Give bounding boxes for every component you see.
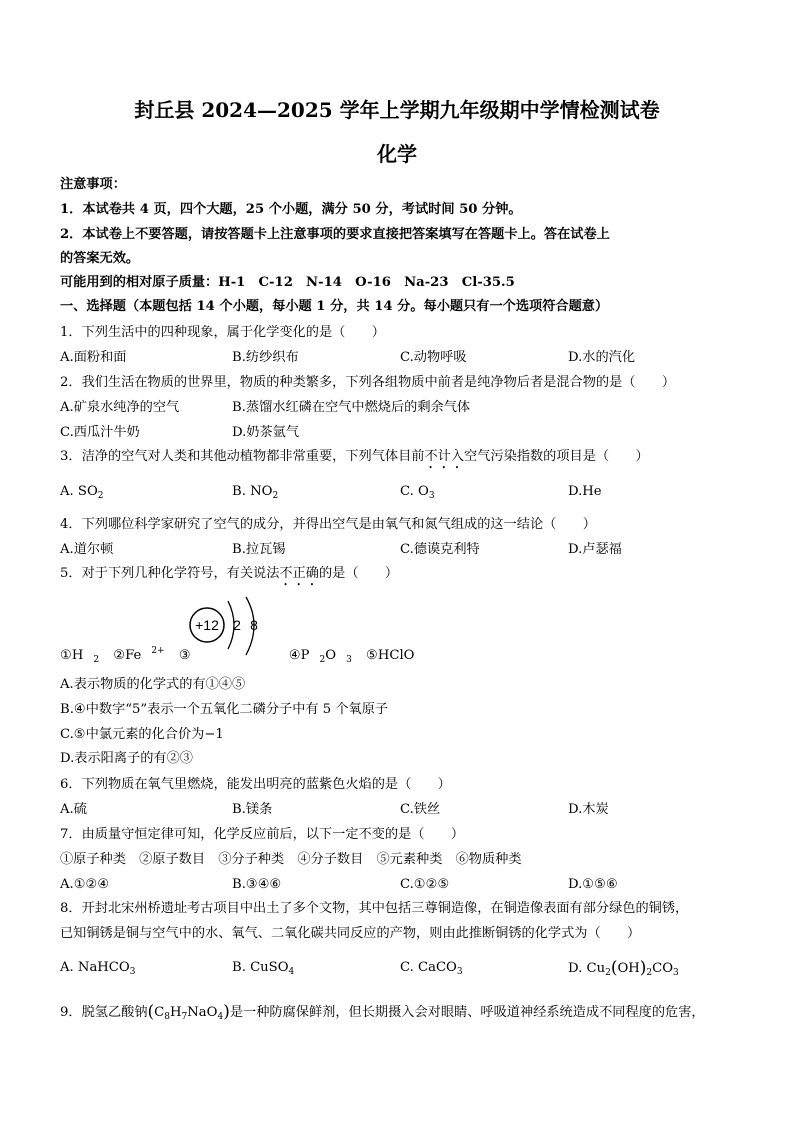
q8-option-d-sub3: 3: [673, 968, 679, 978]
q7-option-d: D.①⑤⑥: [568, 877, 618, 892]
shell-2-electrons: 8: [250, 617, 258, 633]
q5-formula-1-text: ①H: [60, 648, 84, 663]
q5-formula-3: ③: [178, 648, 191, 663]
q4-options: [60, 541, 740, 559]
q4-option-a: A.道尔顿: [60, 542, 114, 557]
q9-formula-h-sub: 7: [181, 1012, 188, 1022]
shell-1-electrons: 2: [233, 617, 241, 633]
q8-option-c: [400, 959, 463, 981]
q1-option-b: B.纺纱织布: [232, 350, 299, 365]
q1-stem: 1．下列生活中的四种现象，属于化学变化的是（ ）: [60, 325, 385, 340]
q9-formula-c: C: [154, 1005, 165, 1020]
q5-formula-4-sub2: 3: [346, 655, 352, 665]
q8-option-b-sub: 4: [288, 967, 295, 977]
q9-formula-nao-sub: 4: [217, 1012, 224, 1022]
q8-option-b-text: B. CuSO: [232, 960, 289, 975]
q8-option-d-sub2: 2: [646, 968, 653, 978]
q8-option-a-text: A. NaHCO: [60, 960, 130, 975]
q5-formula-4: [289, 648, 352, 663]
q3-options: [60, 483, 740, 501]
q3-option-a-sub: 2: [97, 491, 104, 501]
note-3: 的答案无效。: [60, 251, 140, 266]
q5-stem-pre: 5．对于下列几种化学符号，有关说法: [60, 566, 280, 581]
q7-options: [60, 876, 740, 894]
q5-stem: [60, 565, 398, 589]
atomic-masses: 可能用到的相对原子质量：H-1 C-12 N-14 O-16 Na-23 Cl-35.5: [60, 275, 515, 290]
q3-option-b-sub: 2: [272, 491, 279, 501]
q5-stem-emphasis: 不正确: [279, 566, 319, 581]
q7-stem: 7．由质量守恒定律可知，化学反应前后，以下一定不变的是（ ）: [60, 827, 465, 842]
q8-option-a: [60, 959, 135, 981]
q7-option-b: B.③④⑥: [232, 877, 282, 892]
q3-option-c-sub: 3: [428, 491, 435, 501]
q6-option-c: C.铁丝: [400, 802, 441, 817]
q5-option-d: D.表示阳离子的有②③: [60, 751, 193, 766]
q6-option-a: A.硫: [60, 802, 87, 817]
q7-option-c: C.①②⑤: [400, 877, 450, 892]
q3-option-a-text: A. SO: [60, 484, 98, 499]
q6-stem: 6．下列物质在氧气里燃烧，能发出明亮的蓝紫色火焰的是（ ）: [60, 777, 451, 792]
q9-stem: 9．脱氢乙酸钠$(C_8H_7NaO_4)$是一种防腐保鲜剂，但长期摄入会对眼睛、呼吸道神经系统造成不同程度的危害，: [60, 1002, 705, 1022]
q5-formula-2: [113, 648, 164, 663]
q7-option-a: A.①②④: [60, 877, 110, 892]
q5-formula-1: [60, 648, 99, 663]
q2-stem: 2．我们生活在物质的世界里，物质的种类繁多，下列各组物质中前者是纯净物后者是混合物的是（ ）: [60, 375, 676, 390]
q9-stem-post: 是一种防腐保鲜剂，但长期摄入会对眼睛、呼吸道神经系统造成不同程度的危害，: [229, 1005, 705, 1020]
q3-stem-pre: 3．洁净的空气对人类和其他动植物都非常重要，下列气体目前: [60, 449, 425, 464]
q9-formula-c-sub: 8: [164, 1012, 170, 1022]
q3-option-d: D.He: [568, 484, 602, 499]
q3-option-c-text: C. O: [400, 484, 429, 499]
q8-option-c-sub: 3: [456, 967, 463, 977]
q3-stem-emphasis: 不计入: [424, 449, 465, 464]
q3-option-b: [232, 483, 278, 505]
q4-option-c: C.德谟克利特: [400, 542, 480, 557]
q2-option-a: A.矿泉水纯净的空气: [60, 400, 180, 415]
q1-option-c: C.动物呼吸: [400, 350, 467, 365]
exam-title: 封丘县 2024—2025 学年上学期九年级期中学情检测试卷: [134, 98, 660, 122]
q1-option-a: A.面粉和面: [60, 350, 127, 365]
q5-stem-post: 的是（ ）: [318, 566, 399, 581]
q4-stem: 4．下列哪位科学家研究了空气的成分，并得出空气是由氧气和氮气组成的这一结论（ ）: [60, 517, 596, 532]
q5-formula-4-o: O: [325, 648, 337, 663]
q2-options-row2: [60, 424, 740, 442]
q2-option-d: D.奶茶氩气: [232, 425, 300, 440]
q6-option-b: B.镁条: [232, 802, 273, 817]
notes-heading: 注意事项：: [60, 177, 126, 192]
q2-option-b: B.蒸馏水红磷在空气中燃烧后的剩余气体: [232, 400, 471, 415]
q3-option-c: [400, 483, 435, 505]
section-heading: 一、选择题（本题包括 14 个小题，每小题 1 分，共 14 分。每小题只有一个选项符合题意）: [60, 299, 609, 314]
q6-options: [60, 801, 740, 819]
q9-stem-pre: 9．脱氢乙酸钠: [60, 1005, 148, 1020]
q9-formula-nao: NaO: [187, 1005, 218, 1020]
q8-stem-line2: 已知铜锈是铜与空气中的水、氧气、二氧化碳共同反应的产物，则由此推断铜锈的化学式为（ ）: [60, 926, 641, 941]
q8-options: [60, 959, 740, 977]
q8-option-d-cu: D. Cu: [568, 961, 606, 976]
q7-items: ①原子种类 ②原子数目 ③分子种类 ④分子数目 ⑤元素种类 ⑥物质种类: [60, 852, 522, 867]
q5-option-c: C.⑤中氯元素的化合价为−1: [60, 727, 224, 742]
q1-option-d: D.水的汽化: [568, 350, 636, 365]
q2-options-row1: [60, 399, 740, 417]
q8-stem-line1: 8．开封北宋州桥遗址考古项目中出土了多个文物，其中包括三尊铜造像，在铜造像表面有部分绿色的铜锈，: [60, 901, 689, 916]
q5-formula-1-sub: 2: [93, 655, 100, 665]
q3-option-a: [60, 483, 104, 505]
q6-option-d: D.木炭: [568, 802, 609, 817]
q5-formula-2-text: ②Fe: [113, 648, 142, 663]
subject-title: 化学: [377, 142, 417, 166]
q8-option-c-text: C. CaCO: [400, 960, 457, 975]
q9-formula-h: H: [169, 1005, 182, 1020]
note-2: 2．本试卷上不要答题，请按答题卡上注意事项的要求直接把答案填写在答题卡上。答在试卷上: [60, 227, 610, 242]
q8-option-b: [232, 959, 294, 981]
q5-formula-5: ⑤HClO: [366, 648, 415, 663]
nucleus-charge: +12: [195, 617, 219, 633]
q3-stem-post: 空气污染指数的项目是（ ）: [464, 449, 649, 464]
q4-option-b: B.拉瓦锡: [232, 542, 286, 557]
q2-option-c: C.西瓜汁牛奶: [60, 425, 140, 440]
q8-option-d-oh: OH: [617, 961, 640, 976]
q5-formulas: [60, 646, 424, 665]
q5-formula-4-sub1: 2: [319, 655, 326, 665]
q4-option-d: D.卢瑟福: [568, 542, 622, 557]
q8-option-d-sub1: 2: [605, 968, 611, 978]
q3-option-b-text: B. NO: [232, 484, 273, 499]
q8-option-a-sub: 3: [129, 967, 136, 977]
q8-option-d-co: CO: [652, 961, 674, 976]
q3-stem: [60, 448, 649, 472]
q5-option-a: A.表示物质的化学式的有①④⑤: [60, 677, 246, 692]
note-1: 1．本试卷共 4 页，四个大题，25 个小题，满分 50 分，考试时间 50 分钟。: [60, 202, 522, 217]
q5-option-b: B.④中数字“5”表示一个五氧化二磷分子中有 5 个氧原子: [60, 702, 389, 717]
q8-option-d: D. $Cu_2(OH)_2CO_3$: [568, 958, 679, 978]
q5-formula-4-p: ④P: [288, 648, 310, 663]
q1-options: [60, 349, 740, 367]
q5-formula-2-sup: 2+: [151, 646, 165, 656]
